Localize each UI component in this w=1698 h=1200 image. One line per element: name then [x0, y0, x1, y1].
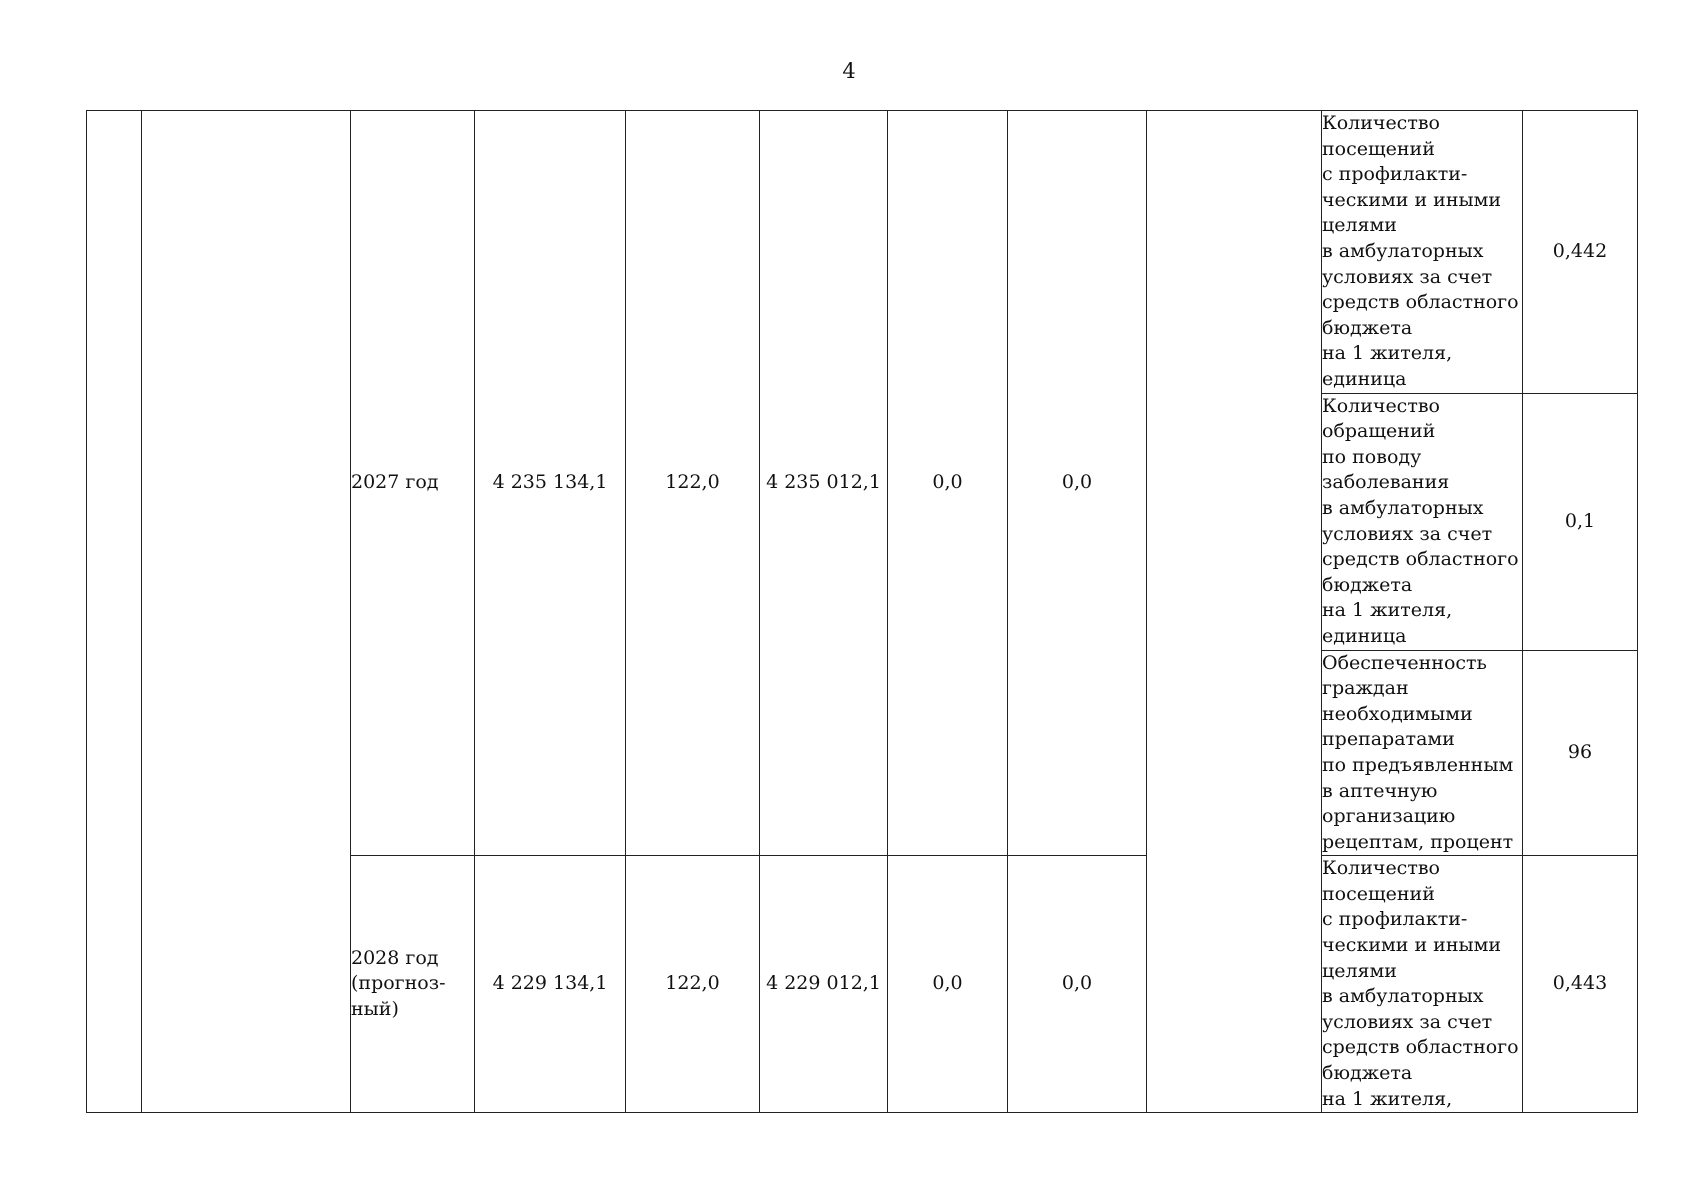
- indicator-name-line: целями: [1322, 959, 1397, 982]
- other-sources-cell: 0,0: [1008, 111, 1147, 856]
- indicator-name-line: единица: [1322, 367, 1407, 390]
- indicator-name-line: необходимыми: [1322, 702, 1473, 725]
- other-sources-cell: 0,0: [1008, 856, 1147, 1113]
- indicator-value-cell: 0,442: [1523, 111, 1638, 394]
- indicator-name-line: единица: [1322, 624, 1407, 647]
- indicator-name-line: в аптечную: [1322, 779, 1438, 802]
- year-label: (прогноз-: [351, 972, 446, 995]
- indicator-name-line: средств областного: [1322, 548, 1519, 571]
- indicator-name-line: Количество: [1322, 112, 1440, 134]
- responsible-executor-cell: [1147, 111, 1322, 1113]
- indicator-name-line: Количество: [1322, 394, 1440, 417]
- year-label: 2027 год: [351, 471, 439, 494]
- indicator-name-line: бюджета: [1322, 316, 1413, 339]
- total-cell: 4 235 134,1: [475, 111, 626, 856]
- indicator-name-line: с профилакти-: [1322, 908, 1468, 931]
- local-budget-cell: 0,0: [888, 111, 1008, 856]
- indicator-value-cell: 0,1: [1523, 393, 1638, 650]
- indicator-value-cell: 96: [1523, 650, 1638, 856]
- indicator-name-line: на 1 жителя,: [1322, 599, 1453, 622]
- indicator-name-line: условиях за счет: [1322, 265, 1493, 288]
- total-cell: 4 229 134,1: [475, 856, 626, 1113]
- indicator-name-line: заболевания: [1322, 471, 1450, 494]
- indicator-name-line: бюджета: [1322, 1062, 1413, 1085]
- indicator-name-line: Обеспеченность: [1322, 651, 1487, 674]
- indicator-name-line: организацию: [1322, 805, 1456, 828]
- indicator-name-line: по предъявленным: [1322, 753, 1514, 776]
- indicator-name-line: условиях за счет: [1322, 1010, 1493, 1033]
- indicator-name-line: Количество: [1322, 857, 1440, 880]
- indicator-name-line: средств областного: [1322, 1036, 1519, 1059]
- indicator-name-line: препаратами: [1322, 728, 1455, 751]
- indicator-name-line: посещений: [1322, 137, 1435, 160]
- indicator-name-line: в амбулаторных: [1322, 496, 1484, 519]
- indicator-name-line: ческими и иными: [1322, 934, 1502, 957]
- indicator-name-line: рецептам, процент: [1322, 830, 1514, 853]
- indicator-name-line: целями: [1322, 214, 1397, 237]
- indicator-name-line: бюджета: [1322, 573, 1413, 596]
- indicator-name-cell: [1322, 111, 1523, 394]
- year-label: ный): [351, 998, 399, 1021]
- indicator-name-cell: [1322, 393, 1523, 650]
- indicator-name-line: обращений: [1322, 420, 1436, 443]
- page-number: 4: [842, 59, 856, 83]
- indicator-name-line: граждан: [1322, 677, 1409, 700]
- federal-budget-cell: 122,0: [626, 111, 760, 856]
- federal-budget-cell: 122,0: [626, 856, 760, 1113]
- row-number-cell: [87, 111, 142, 1113]
- indicator-name-line: ческими и иными: [1322, 188, 1502, 211]
- indicator-name-line: условиях за счет: [1322, 522, 1493, 545]
- indicator-name-cell: [1322, 856, 1523, 1113]
- program-table: [86, 110, 1638, 1113]
- indicator-name-line: с профилакти-: [1322, 163, 1468, 186]
- indicator-name-line: посещений: [1322, 882, 1435, 905]
- year-cell: [351, 856, 475, 1113]
- indicator-name-line: на 1 жителя,: [1322, 1087, 1453, 1110]
- indicator-name-line: в амбулаторных: [1322, 985, 1484, 1008]
- indicator-name-cell: [1322, 650, 1523, 856]
- table-row: [87, 111, 1638, 394]
- indicator-name-line: средств областного: [1322, 291, 1519, 314]
- regional-budget-cell: 4 235 012,1: [760, 111, 888, 856]
- year-cell: [351, 111, 475, 856]
- indicator-value-cell: 0,443: [1523, 856, 1638, 1113]
- measure-name-cell: [142, 111, 351, 1113]
- year-label: 2028 год: [351, 946, 439, 969]
- indicator-name-line: по поводу: [1322, 445, 1422, 468]
- local-budget-cell: 0,0: [888, 856, 1008, 1113]
- indicator-name-line: в амбулаторных: [1322, 239, 1484, 262]
- indicator-name-line: на 1 жителя,: [1322, 342, 1453, 365]
- regional-budget-cell: 4 229 012,1: [760, 856, 888, 1113]
